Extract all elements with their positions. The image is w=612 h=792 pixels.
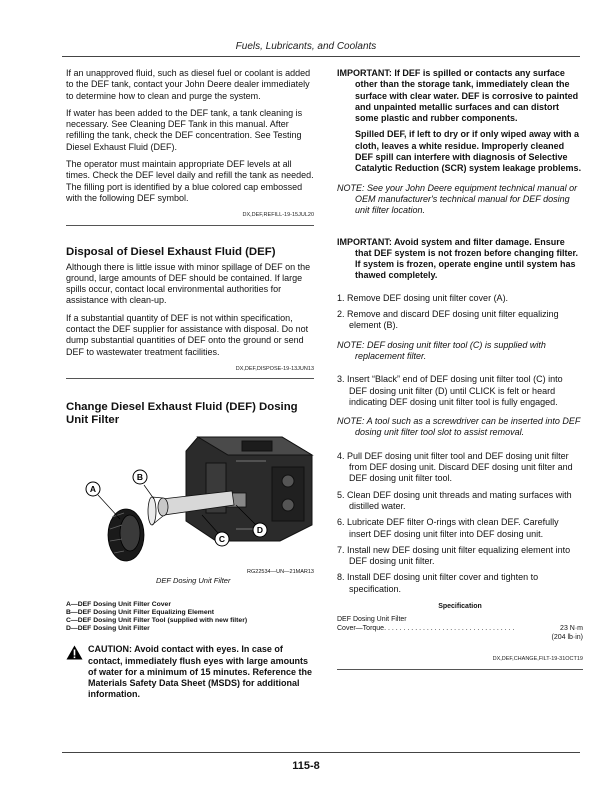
important-notice — [337, 68, 583, 124]
step-item: 8. Install DEF dosing unit filter cover and tighten to specification. — [337, 572, 539, 594]
important-text: If DEF is spilled or contacts any surface other than the storage tank, immediately clean the surface with clear water. DEF is corrosive to painted and unpainted metallic surfaces and can distort some plastic and rubber components. — [355, 68, 579, 124]
legend-item: A—DEF Dosing Unit Filter Cover — [66, 601, 171, 609]
step-item: 2. Remove and discard DEF dosing unit filter equalizing element (B). — [337, 309, 559, 331]
caution-text: CAUTION: Avoid contact with eyes. In case of contact, immediately flush eyes with large amounts of water for a minimum of 15 minutes. Reference the Materials Safety Data Sheet (MSDS) for additional information. — [88, 644, 313, 700]
right-column — [337, 68, 583, 670]
filter-illustration — [66, 433, 314, 567]
dosing-unit-housing — [186, 437, 312, 541]
section-title-change-filter: Change Diesel Exhaust Fluid (DEF) Dosing Unit Filter — [66, 401, 298, 427]
paragraph: If water has been added to the DEF tank, a tank cleaning is necessary. See Cleaning DEF Tank in this manual. After refilling the tank, check the DEF concentration. See Testing Diesel Exhaust Fluid (DEF). — [66, 107, 303, 152]
reference-code: DX,DEF,CHANGE,FILT-19-31OCT19 — [337, 654, 583, 669]
legend-item: C—DEF Dosing Unit Filter Tool (supplied with new filter) — [66, 617, 248, 625]
important-notice-cont: Spilled DEF, if left to dry or if only wiped away with a cloth, leaves a white residue. Improperly cleaned DEF spill can interfere with diagnosis of Selective Catalytic Reduction (SCR) system leakage problems. — [355, 129, 582, 174]
section-title-disposal: Disposal of Diesel Exhaust Fluid (DEF) — [66, 245, 276, 258]
spec-label: Cover—Torque. . . . . . . . . . . . . . . . . . . . . . . . . . . . . . . . . . — [337, 625, 515, 633]
figure-legend — [66, 601, 314, 633]
important-text: Avoid system and filter damage. Ensure that DEF system is not frozen before changing filter. If system is frozen, operate engine until system has thawed completely. — [355, 236, 579, 281]
spec-value-imperial: (204 lb·in) — [551, 634, 583, 642]
page-number: 115-8 — [292, 760, 320, 772]
step-item: 4. Pull DEF dosing unit filter tool and DEF dosing unit filter from DEF dosing unit. Discard DEF dosing unit filter and DEF dosing unit filter tool. — [337, 450, 573, 484]
step-list — [337, 451, 583, 595]
step-item: 5. Clean DEF dosing unit threads and mating surfaces with distilled water. — [337, 489, 572, 511]
legend-item: B—DEF Dosing Unit Filter Equalizing Element — [66, 609, 215, 617]
figure-caption: DEF Dosing Unit Filter — [156, 576, 231, 586]
running-header: Fuels, Lubricants, and Coolants — [235, 41, 377, 52]
paragraph: If an unapproved fluid, such as diesel fuel or coolant is added to the DEF tank, contact your John Deere dealer immediately to determine how to clean and purge the system. — [66, 68, 311, 101]
step-item: 3. Insert “Black” end of DEF dosing unit filter tool (C) into DEF dosing unit filter (D) until CLICK is felt or heard indicating DEF dosing unit filter tool is fully engaged. — [337, 374, 563, 407]
paragraph: The operator must maintain appropriate DEF levels at all times. Check the DEF level daily and refill the tank as needed. The filling port is identified by a blue colored cap embossed with the following DEF symbol. — [66, 159, 314, 203]
footer-rule — [62, 752, 580, 753]
reference-code: DX,DEF,DISPOSE-19-13JUN13 — [66, 364, 314, 379]
spec-title: Specification — [438, 602, 482, 610]
step-item: 7. Install new DEF dosing unit filter equalizing element into DEF dosing unit filter. — [337, 544, 571, 567]
paragraph: If a substantial quantity of DEF is not within specification, contact the DEF supplier for assistance with disposal. Do not dump substantial quantities of DEF onto the ground or send DEF to wastewater treatment facilities. — [66, 312, 309, 357]
step-list — [337, 293, 583, 332]
reference-code: DX,DEF,REFILL-19-15JUL20 — [66, 210, 314, 225]
spec-value-metric: 23 N·m — [560, 625, 583, 633]
note: NOTE: DEF dosing unit filter tool (C) is supplied with replacement filter. — [337, 339, 546, 361]
note: NOTE: A tool such as a screwdriver can be inserted into DEF dosing unit filter tool slot to assist removal. — [337, 416, 581, 438]
filter-cover — [108, 509, 144, 561]
figure-reference: RG22534—UN—21MAR13 — [247, 569, 314, 576]
callout-a: A — [89, 484, 97, 495]
spec-item: DEF Dosing Unit Filter — [337, 616, 407, 624]
step-item: 6. Lubricate DEF filter O-rings with clean DEF. Carefully insert DEF dosing unit filter into DEF dosing unit. — [337, 517, 559, 539]
callout-c: C — [218, 534, 226, 545]
header-rule — [62, 56, 580, 57]
figure-def-filter — [66, 433, 314, 586]
spec-torque-row — [337, 624, 583, 633]
important-notice — [337, 237, 583, 282]
legend-item: D—DEF Dosing Unit Filter — [66, 625, 150, 633]
important-label: IMPORTANT: — [337, 68, 392, 78]
callout-d: D — [256, 525, 264, 536]
note: NOTE: See your John Deere equipment technical manual or OEM manufacturer's technical manual for DEF dosing unit filter location. — [337, 182, 578, 216]
left-column — [66, 68, 314, 701]
step-list — [337, 374, 583, 408]
caution-block — [66, 644, 314, 700]
step-item: 1. Remove DEF dosing unit filter cover (A). — [337, 292, 509, 303]
important-label: IMPORTANT: — [337, 236, 392, 247]
paragraph: Although there is little issue with minor spillage of DEF on the ground, large amounts of DEF should be contained. If large spills occur, contact local environmental authorities for assistance with clean-up. — [66, 261, 311, 306]
warning-triangle-icon — [66, 645, 83, 660]
callout-b: B — [136, 472, 144, 483]
